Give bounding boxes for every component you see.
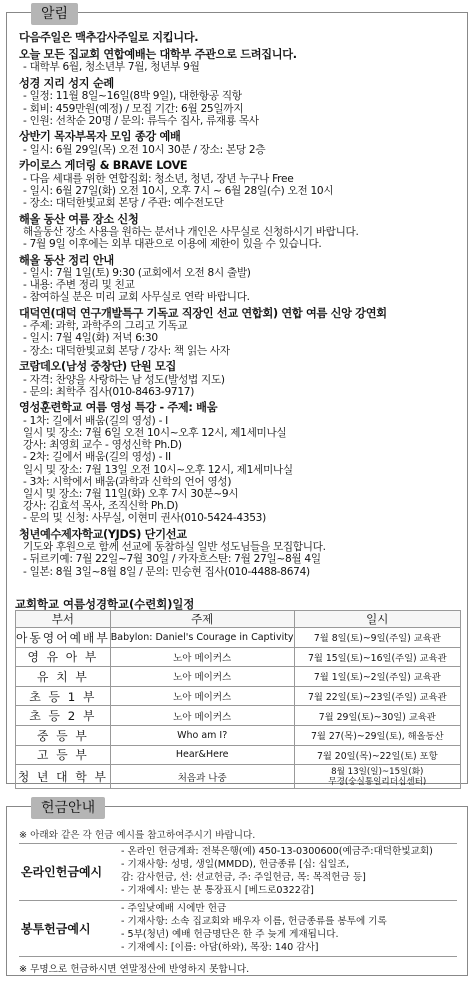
table-row xyxy=(16,628,461,648)
announcement-line: - 자격: 찬양을 사랑하는 남 성도(발성법 지도) xyxy=(23,373,225,386)
offering-hint: ※ 아래와 같은 각 헌금 예시를 참고하여주시기 바랍니다. xyxy=(19,830,256,841)
announcement-list xyxy=(19,32,459,582)
theme-cell: Hear&Here xyxy=(110,745,294,765)
announcement-line: 강사: 최영희 교수 - 영성신학 Ph.D) xyxy=(23,439,182,452)
table-row xyxy=(16,686,461,706)
announcement-line: - 장소: 대덕한빛교회 본당 / 주관: 예수전도단 xyxy=(23,196,224,209)
offering-line: - 기재예시: [이름: 아담(하와), 목장: 140 감사] xyxy=(121,941,319,953)
announcement-line: - 주제: 과학, 과학주의 그리고 기독교 xyxy=(23,320,188,333)
date-cell: 7월 8일(토)~9일(주일) 교육관 xyxy=(294,628,460,648)
announcement-section xyxy=(19,49,459,73)
date-cell xyxy=(294,765,460,789)
announcement-section xyxy=(19,214,459,251)
announcement-line: 일시 및 장소: 7월 11일(화) 오후 7시 30분~9시 xyxy=(23,487,239,500)
date-cell: 7월 20일(목)~22일(토) 포항 xyxy=(294,745,460,765)
announcement-line: - 일정: 11월 8일~16일(8박 9일), 대한항공 직항 xyxy=(23,90,242,103)
announcement-line: 해올동산 장소 사용을 원하는 분서나 개인은 사무실로 신청하시기 바랍니다. xyxy=(23,225,359,238)
date-cell: 7월 22일(토)~23일(주일) 교육관 xyxy=(294,686,460,706)
announcement-line: - 장소: 대덕한빛교회 본당 / 강사: 책 읽는 사자 xyxy=(23,344,230,357)
date-line: 8월 13일(일)~15일(화) xyxy=(331,766,424,777)
offering-line: 감: 감사헌금, 선: 선교헌금, 주: 주일헌금, 목: 목적헌금 등] xyxy=(121,871,366,883)
header-date: 일시 xyxy=(294,611,460,628)
offering-line: - 기재사항: 소속 집교회와 배우자 이름, 헌금종류를 봉투에 기록 xyxy=(121,915,387,927)
header-dept: 부서 xyxy=(16,611,111,628)
announcement-heading: 코람데오(남성 중창단) 단원 모집 xyxy=(19,360,177,374)
header-theme: 주제 xyxy=(110,611,294,628)
announcement-heading: 영성훈련학교 여름 영성 특강 - 주제: 배움 xyxy=(19,401,218,415)
offering-line: - 주일낮예배 시에만 헌금 xyxy=(121,903,227,914)
theme-cell: 노아 메이커스 xyxy=(110,647,294,667)
table-row xyxy=(16,667,461,687)
offering-line: - 5부(청년) 예배 헌금명단은 한 주 늦게 게재됩니다. xyxy=(121,928,339,940)
dept-cell: 청 년 대 학 부 xyxy=(16,765,111,789)
offering-line: - 기재예시: 받는 분 통장표시 [베드로0322감] xyxy=(121,884,314,896)
theme-cell: Babylon: Daniel's Courage in Captivity xyxy=(110,628,294,648)
announcement-line: - 일시: 6월 27일(화) 오전 10시, 오후 7시 ~ 6월 28일(수) 오전 10시 xyxy=(23,184,334,197)
announcement-heading: 청년예수제자학교(YJDS) 단기선교 xyxy=(19,528,187,542)
theme-cell: 노아 메이커스 xyxy=(110,706,294,726)
announcement-section xyxy=(19,361,459,398)
envelope-offering-title: 봉투헌금예시 xyxy=(21,922,91,936)
announcement-line: - 참여하실 분은 미리 교회 사무실로 연락 바랍니다. xyxy=(23,291,250,304)
announcement-line: - 문의: 최학주 집사(010-8463-9717) xyxy=(23,385,195,398)
announcement-heading: 성경 지리 성지 순례 xyxy=(19,77,114,91)
table-row xyxy=(16,706,461,726)
announcement-tab: 알림 xyxy=(31,3,78,25)
theme-cell: 노아 메이커스 xyxy=(110,667,294,687)
offering-tab: 헌금안내 xyxy=(31,797,105,819)
table-row xyxy=(16,647,461,667)
announcement-line: - 뒤르키예: 7월 22일~7월 30일 / 카자흐스탄: 7월 27일~8월 4일 xyxy=(23,553,321,566)
announcement-line: - 일시: 7월 4일(화) 저녁 6:30 xyxy=(23,332,158,345)
envelope-offering-block xyxy=(19,900,457,957)
announcement-line: - 1차: 길에서 배움(길의 영성) - I xyxy=(23,414,168,427)
announcement-heading: 상반기 목자부목자 모임 종강 예배 xyxy=(19,130,181,144)
announcement-line: 일시 및 장소: 7월 6일 오전 10시~오후 12시, 제1세미나실 xyxy=(23,426,287,439)
dept-cell: 영 유 아 부 xyxy=(16,647,111,667)
announcement-intro: 다음주일은 맥추감사주일로 지킵니다. xyxy=(19,31,199,44)
announcement-line: - 일시: 7월 1일(토) 9:30 (교회에서 오전 8시 출발) xyxy=(23,266,251,279)
announcement-line: - 7월 9일 이후에는 외부 대관으로 이용에 제한이 있을 수 있습니다. xyxy=(23,238,322,251)
announcement-line: 강사: 김효석 목사, 조직신학 Ph.D) xyxy=(23,500,179,513)
dept-cell: 중 등 부 xyxy=(16,725,111,745)
announcement-line: - 2차: 길에서 배움(길의 영성) - II xyxy=(23,451,171,464)
dept-cell: 아동영어예배부 xyxy=(16,628,111,648)
announcement-line: 기도와 후원으로 함께 선교에 동참하실 일반 성도님들을 모집합니다. xyxy=(23,541,326,554)
schedule-title: 교회학교 여름성경학교(수련회)일정 xyxy=(15,597,195,611)
dept-cell: 고 등 부 xyxy=(16,745,111,765)
offering-footnote: ※ 무명으로 헌금하시면 연말정산에 반영하지 못합니다. xyxy=(19,964,250,975)
announcement-section xyxy=(19,78,459,127)
announcement-line: 일시 및 장소: 7월 13일 오전 10시~오후 12시, 제1세미나실 xyxy=(23,463,293,476)
announcement-line: - 3차: 시학에서 배움(과학과 신학의 언어 영성) xyxy=(23,475,232,488)
date-location: 무경(숭실통일리더십센터) xyxy=(328,776,427,787)
announcement-heading: 해올 동산 여름 장소 신청 xyxy=(19,212,139,226)
announcement-heading: 해올 동산 정리 안내 xyxy=(19,253,114,267)
announcement-heading: 카이로스 게더링 & BRAVE LOVE xyxy=(19,159,188,173)
table-row xyxy=(16,745,461,765)
announcement-line: - 내용: 주변 정리 및 친교 xyxy=(23,279,135,292)
announcement-section xyxy=(19,529,459,578)
table-row xyxy=(16,765,461,789)
dept-cell: 초 등 2 부 xyxy=(16,706,111,726)
online-offering-title: 온라인헌금예시 xyxy=(21,864,103,879)
theme-cell: 처음과 나중 xyxy=(110,765,294,789)
announcement-line: - 대학부 6월, 청소년부 7월, 청년부 9월 xyxy=(23,61,200,74)
online-offering-block xyxy=(19,843,457,898)
theme-cell: 노아 메이커스 xyxy=(110,686,294,706)
announcement-heading: 오늘 모든 집교회 연합예배는 대학부 주관으로 드려집니다. xyxy=(19,48,297,62)
announcement-section xyxy=(19,308,459,357)
announcement-line: - 인원: 선착순 20명 / 문의: 류득수 집사, 류재룡 목사 xyxy=(23,114,259,127)
date-cell: 7월 27(목)~29일(토), 해올동산 xyxy=(294,725,460,745)
date-cell: 7월 29일(토)~30일) 교육관 xyxy=(294,706,460,726)
theme-cell: Who am I? xyxy=(110,725,294,745)
announcement-line: - 회비: 459만원(예정) / 모집 기간: 6월 25일까지 xyxy=(23,102,244,115)
offering-line: - 기재사항: 성명, 생일(MMDD), 헌금종류 [십: 십일조, xyxy=(121,858,350,870)
offering-panel xyxy=(6,800,468,976)
announcement-section xyxy=(19,131,459,155)
offering-line: - 온라인 헌금계좌: 전북은행(예) 450-13-0300600(예금주:대덕한빛교회) xyxy=(121,846,433,857)
announcement-line: - 일본: 8월 3일~8월 8일 / 문의: 민승현 집사(010-4488-8674) xyxy=(23,565,310,578)
announcement-heading: 대덕연(대덕 연구개발특구 기독교 직장인 선교 연합회) 연합 여름 신앙 강연회 xyxy=(19,307,387,321)
announcement-section xyxy=(19,255,459,304)
announcement-line: - 일시: 6월 29일(목) 오전 10시 30분 / 장소: 본당 2층 xyxy=(23,143,266,156)
dept-cell: 유 치 부 xyxy=(16,667,111,687)
table-row xyxy=(16,725,461,745)
date-cell: 7월 15일(토)~16일(주일) 교육관 xyxy=(294,647,460,667)
date-cell: 7월 1일(토)~2일(주일) 교육관 xyxy=(294,667,460,687)
announcement-section xyxy=(19,160,459,209)
announcement-line: - 문의 및 신청: 사무실, 이현미 권사(010-5424-4353) xyxy=(23,512,266,525)
announcement-line: - 다음 세대를 위한 연합집회: 청소년, 청년, 장년 누구나 Free xyxy=(23,172,294,185)
schedule-table xyxy=(15,610,461,789)
announcement-section xyxy=(19,402,459,524)
dept-cell: 초 등 1 부 xyxy=(16,686,111,706)
announcement-panel xyxy=(6,6,468,787)
